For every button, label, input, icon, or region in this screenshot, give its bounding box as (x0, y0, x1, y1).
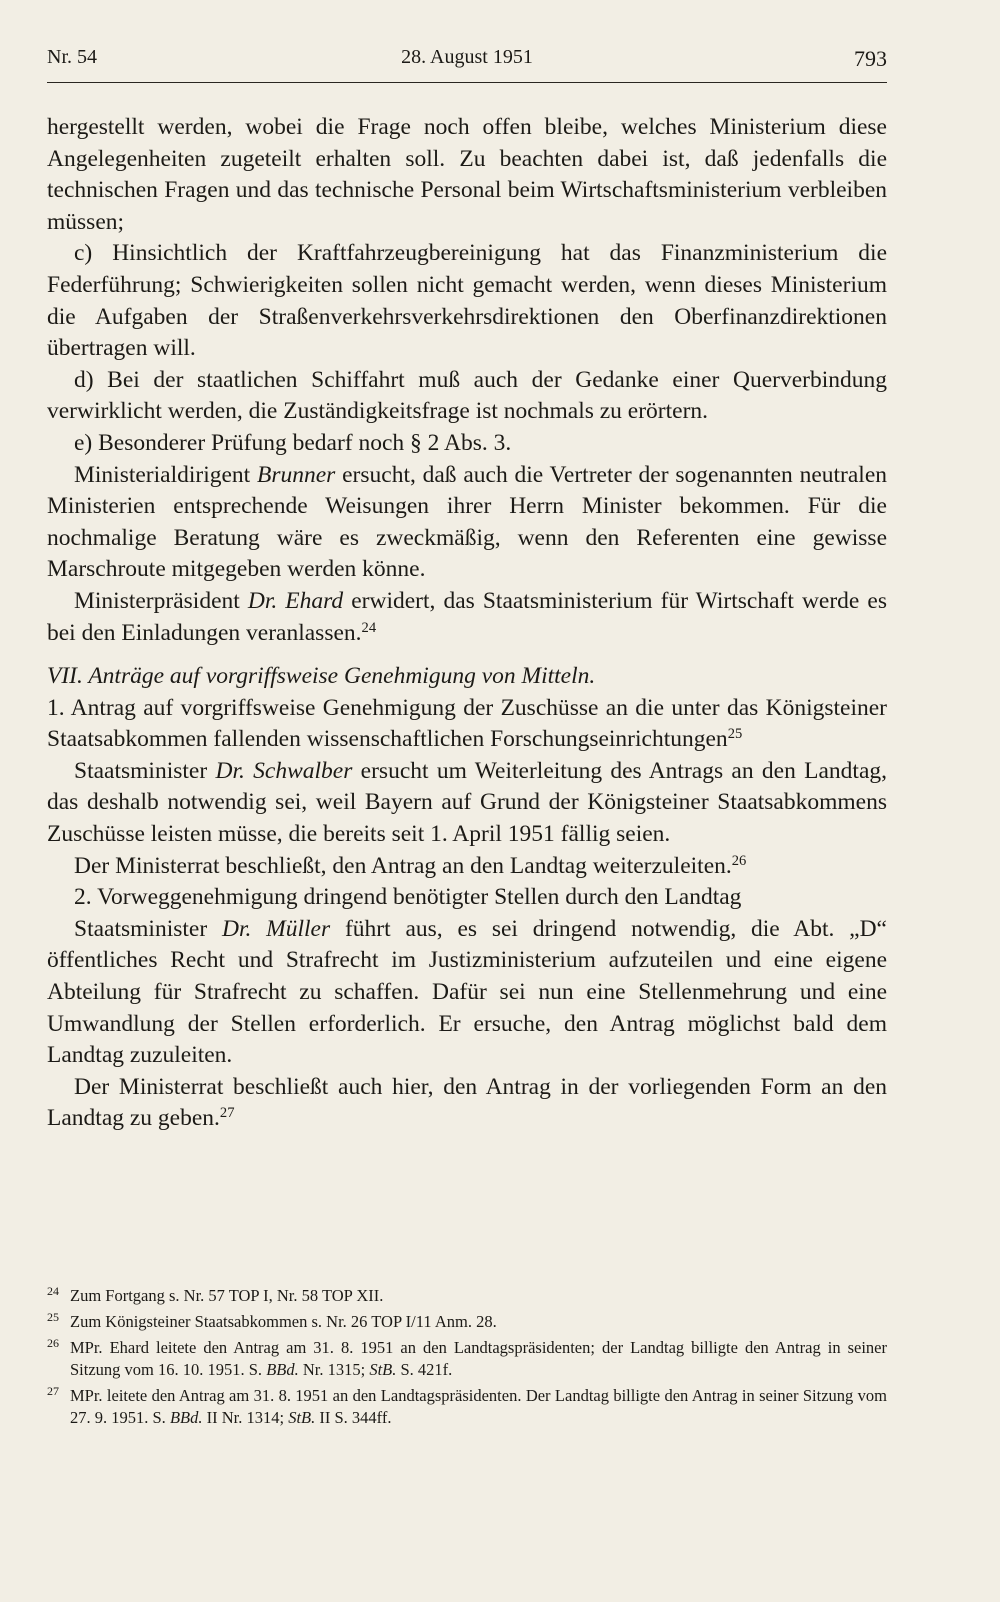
header-rule (47, 82, 887, 83)
footnote-ref[interactable]: 25 (727, 726, 743, 743)
text-run: II S. 344ff. (315, 1408, 392, 1427)
text-run: Der Ministerrat beschließt, den Antrag an den Landtag weiterzuleiten. (74, 852, 732, 879)
text-run: Der Ministerrat beschließt auch hier, den Antrag in der vorliegenden Form an den Landtag zu geben. (47, 1073, 887, 1132)
paragraph (47, 1072, 887, 1135)
text-run: Ministerpräsident (74, 587, 248, 614)
text-run: ersucht um Weiterleitung des Antrags an den Landtag, das deshalb notwendig sei, weil Bayern auf Grund der Königsteiner Staatsabkommens Zuschüsse leisten müsse, die bereits seit 1. April 1951 fällig seien. (47, 757, 887, 848)
paragraph (47, 586, 887, 649)
header-date: 28. August 1951 (401, 46, 533, 68)
text-run: MPr. leitete den Antrag am 31. 8. 1951 an den Landtagspräsidenten. Der Landtag billigte den Antrag in seiner Sitzung vom 27. 9. 1951. S. (70, 1386, 887, 1427)
main-text (47, 112, 887, 1135)
footnote-text: Zum Fortgang s. Nr. 57 TOP I, Nr. 58 TOP XII. (70, 1286, 384, 1305)
paragraph (47, 460, 887, 586)
abbreviation: StB. (369, 1360, 397, 1379)
footnote: 24 Zum Fortgang s. Nr. 57 TOP I, Nr. 58 TOP XII. (47, 1284, 384, 1305)
paragraph: c) Hinsichtlich der Kraftfahrzeugbereinigung hat das Finanzministerium die Federführung; Schwierigkeiten sollen nicht gemacht werden, wenn dieses Ministerium die Aufgaben der Straßenverkehrsverkehrsdirektionen den Oberfinanzdirektionen übertragen will. (47, 240, 887, 362)
text-run: Ministerialdirigent (74, 461, 257, 488)
footnote: 26 MPr. Ehard leitete den Antrag am 31. 8. 1951 an den Landtagspräsidenten; der Landtag billigte den Antrag in seiner Sitzung vom 16. 10. 1951. S. BBd. Nr. 1315; StB. S. 421f. (47, 1336, 887, 1379)
paragraph (47, 756, 887, 851)
abbreviation: StB. (288, 1408, 316, 1427)
footnote-ref[interactable]: 24 (361, 619, 377, 636)
footnote: 25 Zum Königsteiner Staatsabkommen s. Nr. 26 TOP I/11 Anm. 28. (47, 1310, 497, 1331)
paragraph: d) Bei der staatlichen Schiffahrt muß auch der Gedanke einer Querverbindung verwirklicht werden, die Zuständigkeitsfrage ist nochmals zu erörtern. (47, 366, 887, 425)
text-run: MPr. Ehard leitete den Antrag am 31. 8. 1951 an den Landtagspräsidenten; der Landtag billigte den Antrag in seiner Sitzung vom 16. 10. 1951. S. (70, 1338, 887, 1379)
paragraph: e) Besonderer Prüfung bedarf noch § 2 Abs. 3. (74, 429, 512, 456)
person-name: Dr. Müller (221, 915, 331, 942)
section-heading: VII. Anträge auf vorgriffsweise Genehmigung von Mitteln. (47, 663, 596, 690)
page-number: 793 (854, 46, 887, 71)
person-name: Dr. Ehard (247, 587, 344, 614)
abbreviation: BBd. (169, 1408, 203, 1427)
running-header (47, 46, 887, 86)
agenda-item: 2. Vorweggenehmigung dringend benötigter Stellen durch den Landtag (74, 884, 742, 911)
text-run: Nr. 1315; (298, 1360, 370, 1379)
agenda-item (47, 693, 887, 756)
text-run: führt aus, es sei dringend notwendig, die Abt. „D“ öffentliches Recht und Strafrecht im Justizministerium aufzuteilen und eine eigene Abteilung für Strafrecht zu schaffen. Dafür sei nun eine Stellenmehrung und eine Umwandlung der Stellen erforderlich. Er ersuche, den Antrag möglichst bald dem Landtag zuzuleiten. (47, 915, 887, 1069)
footnotes (47, 1285, 887, 1433)
text-run: S. 421f. (396, 1360, 453, 1379)
paragraph (47, 914, 887, 1072)
person-name: Dr. Schwalber (215, 757, 353, 784)
text-run: II Nr. 1314; (202, 1408, 289, 1427)
footnote-ref[interactable]: 27 (219, 1105, 235, 1122)
person-name: Brunner (257, 461, 336, 488)
text-run: erwidert, das Staatsministerium für Wirtschaft werde es bei den Einladungen veranlassen. (47, 587, 887, 646)
text-run: Staatsminister (74, 757, 216, 784)
footnote-ref[interactable]: 26 (731, 852, 747, 869)
paragraph: hergestellt werden, wobei die Frage noch offen bleibe, welches Ministerium diese Angelegenheiten zugeteilt erhalten soll. Zu beachten dabei ist, daß jedenfalls die technischen Fragen und das technische Personal beim Wirtschaftsministerium verbleiben müssen; (47, 114, 887, 235)
text-run: ersucht, daß auch die Vertreter der sogenannten neutralen Ministerien entsprechende Weisungen ihrer Herrn Minister bekommen. Für die nochmalige Beratung wäre es zweckmäßig, wenn den Referenten eine gewisse Marschroute mitgegeben werden könne. (47, 461, 887, 583)
footnote-text: Zum Königsteiner Staatsabkommen s. Nr. 26 TOP I/11 Anm. 28. (70, 1312, 497, 1331)
text-run: 1. Antrag auf vorgriffsweise Genehmigung der Zuschüsse an die unter das Königsteiner Staatsabkommen fallenden wissenschaftlichen Forschungseinrichtungen (47, 694, 887, 753)
paragraph (47, 851, 887, 883)
footnote: 27 MPr. leitete den Antrag am 31. 8. 1951 an den Landtagspräsidenten. Der Landtag billigte den Antrag in seiner Sitzung vom 27. 9. 1951. S. BBd. II Nr. 1314; StB. II S. 344ff. (47, 1384, 887, 1427)
document-number: Nr. 54 (47, 46, 97, 68)
abbreviation: BBd. (266, 1360, 299, 1379)
text-run: Staatsminister (74, 915, 222, 942)
